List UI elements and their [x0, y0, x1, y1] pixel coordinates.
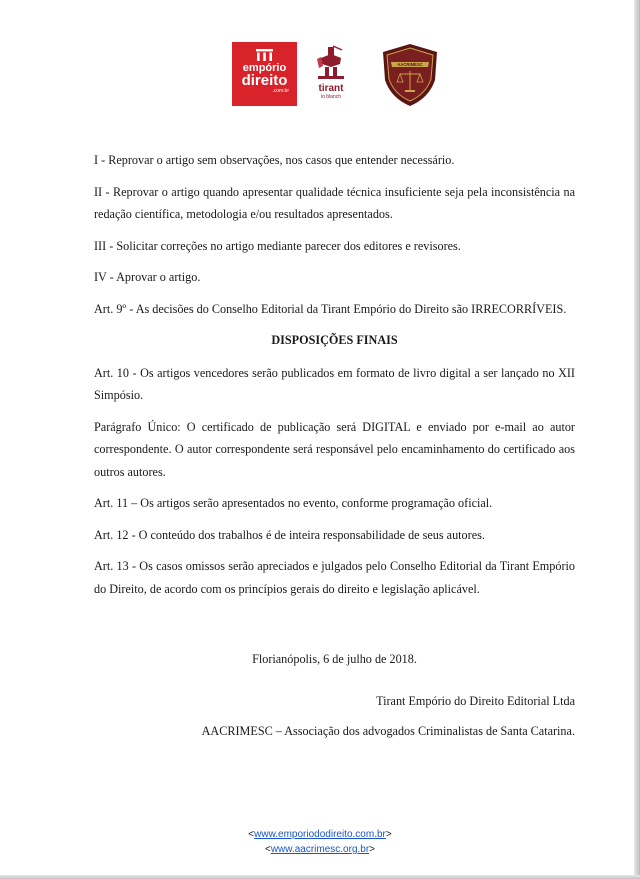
paragraph-item-ii: II - Reprovar o artigo quando apresentar qualidade técnica insuficiente seja pela inconsistência na redação científica, metodologia e/ou resultados apresentados.	[94, 184, 575, 221]
emporio-logo-text-2: direito	[241, 72, 288, 89]
bracket-close: >	[385, 829, 392, 840]
paragraph-art-13: Art. 13 - Os casos omissos serão apreciados e julgados pelo Conselho Editorial da Tirant Empório do Direito, de acordo com os princípios gerais do direito e legislação aplicável.	[94, 559, 575, 596]
page-bottom-shadow	[0, 875, 640, 879]
bracket-open: <	[248, 829, 255, 840]
tirant-logo-text: tirant	[318, 83, 344, 94]
section-heading: DISPOSIÇÕES FINAIS	[271, 333, 398, 347]
emporio-direito-logo	[232, 42, 297, 106]
bracket-close: >	[369, 844, 376, 855]
emporio-logo-text-1: empório	[242, 62, 287, 74]
paragraph-art-9: Art. 9º - As decisões do Conselho Editorial da Tirant Empório do Direito são IRRECORRÍVEIS.	[94, 301, 567, 316]
emporio-logo-text-3: .com.br	[272, 88, 289, 94]
knight-icon	[315, 44, 347, 82]
footer-line-2	[0, 842, 640, 857]
bracket-open: <	[264, 844, 271, 855]
signature-publisher: Tirant Empório do Direito Editorial Ltda	[376, 693, 575, 708]
aacrimesc-logo-text: AACRIMESC	[397, 62, 423, 67]
header-logos	[232, 42, 462, 108]
place-date: Florianópolis, 6 de julho de 2018.	[252, 652, 417, 666]
footer-line-1	[0, 827, 640, 842]
aacrimesc-shield-logo	[377, 42, 443, 108]
paragraph-item-i: I - Reprovar o artigo sem observações, nos casos que entender necessário.	[94, 153, 455, 167]
paragraph-item-iii: III - Solicitar correções no artigo mediante parecer dos editores e revisores.	[94, 238, 461, 253]
page-edge-shadow	[634, 0, 640, 879]
tirant-logo-subtext: lo blanch	[320, 94, 341, 100]
aacrimesc-website-link[interactable]: www.aacrimesc.org.br	[270, 844, 370, 855]
emporio-website-link[interactable]: www.emporiododireito.com.br	[254, 829, 386, 840]
paragraph-unico: Parágrafo Único: O certificado de publicação será DIGITAL e enviado por e-mail ao autor correspondente. O autor correspondente será responsável pelo encaminhamento do certificado aos outros autores.	[94, 419, 575, 479]
paragraph-art-11: Art. 11 – Os artigos serão apresentados no evento, conforme programação oficial.	[94, 496, 493, 510]
paragraph-art-12: Art. 12 - O conteúdo dos trabalhos é de inteira responsabilidade de seus autores.	[94, 527, 485, 542]
paragraph-art-10: Art. 10 - Os artigos vencedores serão publicados em formato de livro digital a ser lançado no XII Simpósio.	[94, 365, 575, 402]
signature-association: AACRIMESC – Associação dos advogados Criminalistas de Santa Catarina.	[201, 724, 575, 738]
paragraph-item-iv: IV - Aprovar o artigo.	[94, 270, 201, 284]
tirant-lo-blanch-logo	[311, 44, 351, 106]
emporio-mark-icon	[256, 49, 273, 61]
footer-links	[0, 827, 640, 857]
document-body	[94, 149, 575, 751]
